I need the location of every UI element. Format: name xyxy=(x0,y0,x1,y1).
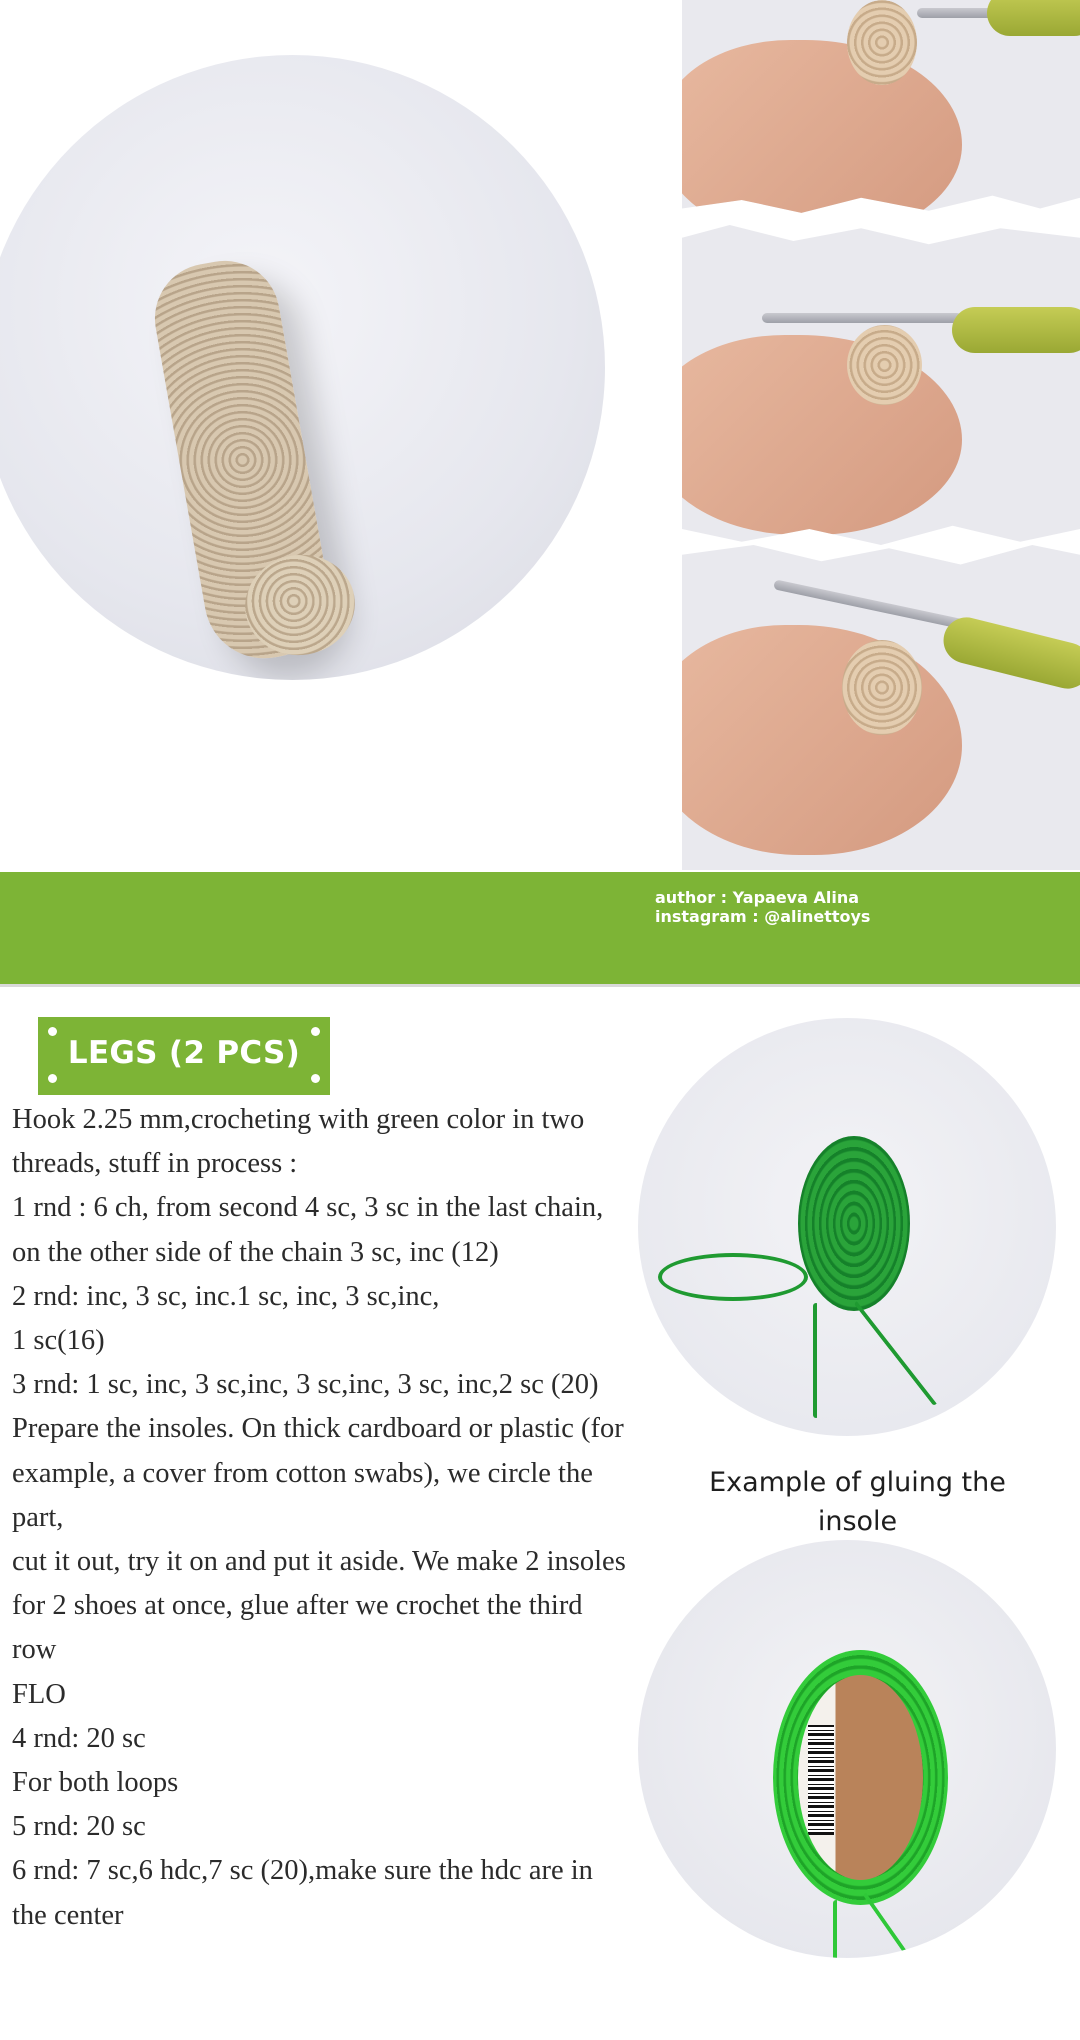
yarn-loop xyxy=(658,1253,808,1301)
instruction-line: cut it out, try it on and put it aside. We make 2 insoles for 2 shoes at once, glue after we crochet the third row xyxy=(12,1546,626,1666)
instruction-line: 4 rnd: 20 sc xyxy=(12,1722,146,1754)
crochet-work xyxy=(847,0,917,85)
instruction-line: 2 rnd: inc, 3 sc, inc.1 sc, inc, 3 sc,inc, 1 sc(16) xyxy=(12,1280,440,1357)
crochet-hook xyxy=(762,313,962,323)
credit-banner xyxy=(0,872,1080,987)
green-crochet-ring xyxy=(773,1650,948,1905)
step-photo-3 xyxy=(682,545,1080,870)
yarn-tail xyxy=(854,1300,939,1406)
insole-photo xyxy=(638,1540,1056,1958)
crochet-work xyxy=(847,325,922,405)
instruction-line: 5 rnd: 20 sc xyxy=(12,1811,146,1843)
pattern-instructions xyxy=(12,1098,627,1938)
green-sole-photo xyxy=(638,1018,1056,1436)
insole-caption: Example of gluing the insole xyxy=(709,1467,1006,1537)
instruction-line: For both loops xyxy=(12,1767,179,1799)
instruction-line: 1 rnd : 6 ch, from second 4 sc, 3 sc in the last chain, on the other side of the chain 3 sc, inc (12) xyxy=(12,1192,604,1268)
instruction-line: Prepare the insoles. On thick cardboard or plastic (for example, a cover from cotton swabs), we circle the part, xyxy=(12,1413,624,1533)
barcode xyxy=(808,1725,834,1835)
corner-dot xyxy=(48,1074,57,1083)
instruction-line: 6 rnd: 7 sc,6 hdc,7 sc (20),make sure the hdc are in the center xyxy=(12,1855,593,1931)
author-line: author : Yapaeva Alina xyxy=(655,888,859,907)
green-crochet-sole xyxy=(798,1136,910,1311)
corner-dot xyxy=(311,1074,320,1083)
hook-handle xyxy=(952,307,1080,353)
finished-leg-photo xyxy=(0,55,605,680)
instruction-line: 3 rnd: 1 sc, inc, 3 sc,inc, 3 sc,inc, 3 sc, inc,2 sc (20) xyxy=(12,1369,599,1401)
section-title: LEGS (2 PCS) xyxy=(67,1035,301,1071)
author-credit xyxy=(655,888,870,926)
cardboard-insole xyxy=(798,1675,923,1880)
instruction-line: Hook 2.25 mm,crocheting with green color in two threads, stuff in process : xyxy=(12,1104,585,1180)
instruction-line: FLO xyxy=(12,1678,66,1710)
instagram-line: instagram : @alinettoys xyxy=(655,907,871,926)
hook-handle xyxy=(939,613,1080,694)
step-photo-2 xyxy=(682,225,1080,545)
photo-collage xyxy=(0,0,1080,872)
section-heading xyxy=(38,1017,330,1095)
yarn-tail xyxy=(863,1891,920,1958)
hand xyxy=(682,40,962,215)
crochet-hook xyxy=(773,579,971,630)
yarn-tail xyxy=(833,1900,839,1958)
hook-handle xyxy=(987,0,1080,36)
step-photo-1 xyxy=(682,0,1080,215)
crochet-work xyxy=(842,640,922,735)
hand xyxy=(682,625,962,855)
yarn-tail xyxy=(813,1303,819,1418)
